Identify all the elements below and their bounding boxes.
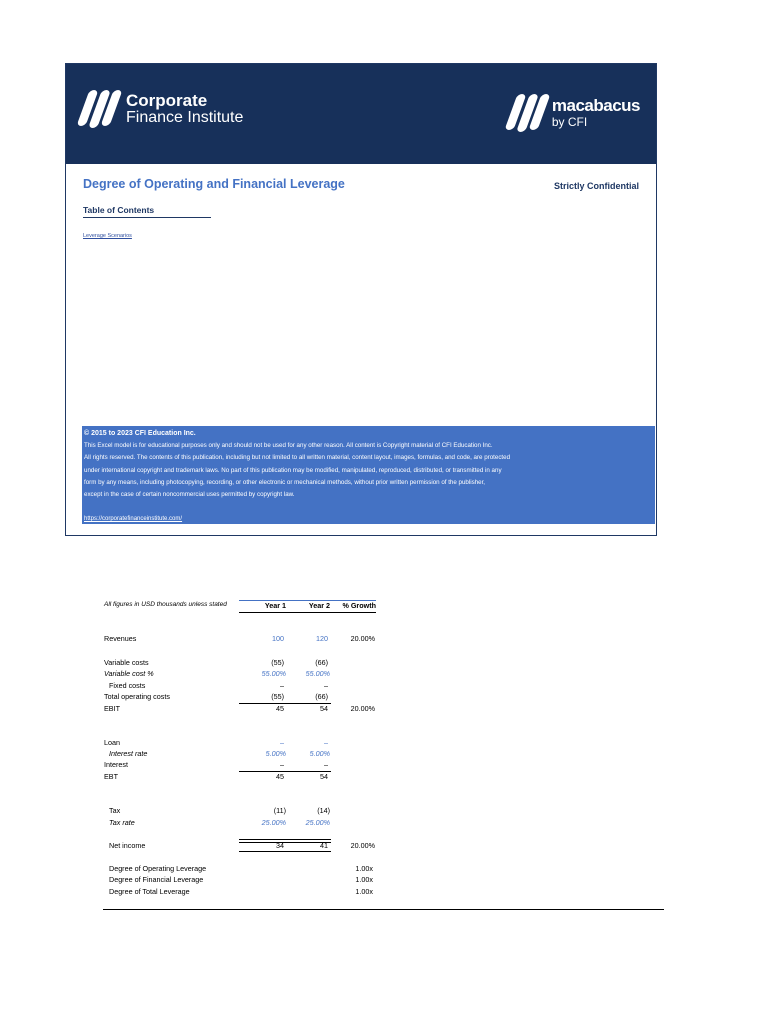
interest-year2: – <box>324 760 328 769</box>
total-operating-costs-year1: (55) <box>271 692 284 701</box>
header-year2: Year 2 <box>308 601 330 610</box>
row-label-dfl: Degree of Financial Leverage <box>109 875 204 884</box>
row-label-ebit: EBIT <box>104 704 120 713</box>
ebit-year2: 54 <box>320 704 328 713</box>
row-label-variable-cost-pct: Variable cost % <box>104 669 154 678</box>
tax-year2: (14) <box>317 806 330 815</box>
variable-costs-year2: (66) <box>315 658 328 667</box>
header-underline <box>239 612 376 613</box>
copyright-line: under international copyright and trademark laws. No part of this publication may be modified, manipulated, reproduced, distributed, or transmitted in any <box>84 466 502 474</box>
net-income-bottom-rule <box>239 851 331 852</box>
cfi-logo-line2: Finance Institute <box>126 108 244 126</box>
net-income-year1: 34 <box>276 841 284 850</box>
ebit-year1: 45 <box>276 704 284 713</box>
ebt-year1: 45 <box>276 772 284 781</box>
revenues-year2[interactable]: 120 <box>316 634 328 643</box>
macabacus-logo-line2: by CFI <box>551 114 588 129</box>
header-year1: Year 1 <box>264 601 286 610</box>
dfl-value: 1.00x <box>355 875 373 884</box>
row-label-variable-costs: Variable costs <box>104 658 149 667</box>
dol-value: 1.00x <box>355 864 373 873</box>
row-label-dtl: Degree of Total Leverage <box>109 887 190 896</box>
cfi-logo-icon <box>83 90 116 128</box>
macabacus-logo <box>511 94 640 132</box>
header-banner <box>66 64 656 164</box>
confidential-label: Strictly Confidential <box>553 181 639 191</box>
net-income-growth: 20.00% <box>350 841 375 850</box>
row-label-tax: Tax <box>109 806 121 815</box>
cover-sheet <box>65 63 657 536</box>
row-label-total-operating-costs: Total operating costs <box>104 692 170 701</box>
variable-cost-pct-year2[interactable]: 55.00% <box>305 669 330 678</box>
row-label-revenues: Revenues <box>104 634 137 643</box>
document-title: Degree of Operating and Financial Leverage <box>83 177 345 191</box>
interest-year1: – <box>280 760 284 769</box>
fixed-costs-year1[interactable]: – <box>280 681 284 690</box>
net-income-year2: 41 <box>320 841 328 850</box>
variable-costs-year1: (55) <box>271 658 284 667</box>
tax-rate-year1[interactable]: 25.00% <box>261 818 286 827</box>
macabacus-logo-icon <box>511 94 544 132</box>
toc-link-leverage-scenarios[interactable]: Leverage Scenarios <box>83 233 132 239</box>
copyright-title: © 2015 to 2023 CFI Education Inc. <box>84 430 196 437</box>
loan-year2[interactable]: – <box>324 738 328 747</box>
interest-rate-year2[interactable]: 5.00% <box>309 749 330 758</box>
cfi-logo <box>83 90 243 128</box>
revenues-growth: 20.00% <box>350 634 375 643</box>
loan-year1[interactable]: – <box>280 738 284 747</box>
dtl-value: 1.00x <box>355 887 373 896</box>
row-label-net-income: Net income <box>109 841 146 850</box>
cfi-website-link[interactable]: https://corporatefinanceinstitute.com/ <box>84 516 183 523</box>
row-label-dol: Degree of Operating Leverage <box>109 864 207 873</box>
variable-cost-pct-year1[interactable]: 55.00% <box>261 669 286 678</box>
macabacus-logo-line1: macabacus <box>551 96 640 116</box>
row-label-loan: Loan <box>104 738 120 747</box>
units-note: All figures in USD thousands unless stated <box>104 601 227 608</box>
copyright-line: except in the case of certain noncommercial uses permitted by copyright law. <box>84 491 295 499</box>
fixed-costs-year2[interactable]: – <box>324 681 328 690</box>
ebit-growth: 20.00% <box>350 704 375 713</box>
tax-rate-year2[interactable]: 25.00% <box>305 818 330 827</box>
copyright-box <box>82 426 655 524</box>
ebt-year2: 54 <box>320 772 328 781</box>
tax-year1: (11) <box>273 806 286 815</box>
header-overline <box>239 600 376 601</box>
copyright-line: All rights reserved. The contents of this publication, including but not limited to all written material, content layout, images, formulas, and code, are protected <box>84 454 511 462</box>
page-bottom-rule <box>103 909 664 910</box>
toc-title: Table of Contents <box>83 205 211 218</box>
row-label-tax-rate: Tax rate <box>109 818 135 827</box>
row-label-fixed-costs: Fixed costs <box>109 681 146 690</box>
header-growth: % Growth <box>342 601 376 610</box>
row-label-interest: Interest <box>104 760 128 769</box>
cfi-logo-line1: Corporate <box>126 90 208 110</box>
copyright-line: form by any means, including photocopying, recording, or other electronic or mechanical methods, without prior written permission of the publisher, <box>84 478 486 486</box>
total-operating-costs-year2: (66) <box>315 692 328 701</box>
row-label-ebt: EBT <box>104 772 118 781</box>
revenues-year1[interactable]: 100 <box>272 634 284 643</box>
interest-rate-year1[interactable]: 5.00% <box>265 749 286 758</box>
row-label-interest-rate: Interest rate <box>109 749 148 758</box>
copyright-line: This Excel model is for educational purposes only and should not be used for any other reason. All content is Copyright material of CFI Education Inc. <box>84 442 493 450</box>
